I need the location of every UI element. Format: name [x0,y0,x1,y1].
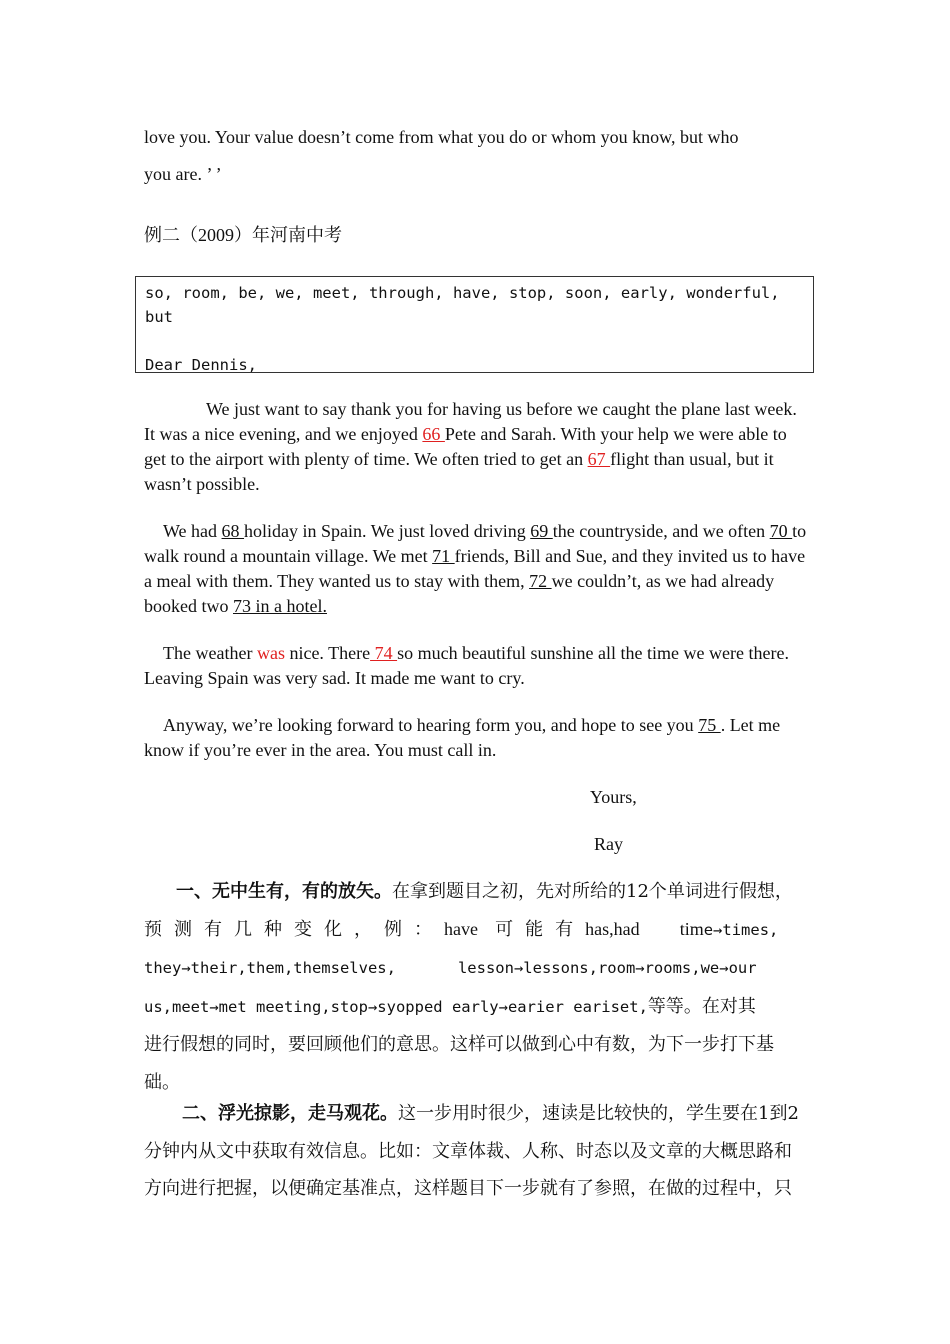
method-1-text: 在拿到题目之初，先对所给的12个单词进行假想， [392,881,793,902]
letter-text: holiday in Spain. We just loved driving [244,521,531,541]
letter-closing: Yours, [590,787,637,807]
method-1-text: 预测有几种变化，例： [144,918,444,940]
blank-72: 72 [529,571,552,591]
highlight-was: was [256,643,285,663]
method-2-line-3: 方向进行把握，以便确定基准点，这样题目下一步就有了参照，在做的过程中，只 [144,1178,792,1199]
method-1-line-6: 础。 [144,1071,180,1093]
method-1-text: lesson→lessons,room→rooms,we→our [457,959,757,977]
letter-text: The weather [163,643,257,663]
method-1-text: 可能有 [495,918,586,940]
method-1-text: e→times, [703,920,779,939]
letter-text: the countryside, and we often [552,521,770,541]
method-2-line-2: 分钟内从文中获取有效信息。比如：文章体裁、人称、时态以及文章的大概思路和 [144,1140,792,1162]
method-1-text: they→their,them,themselves, [144,959,396,977]
word-bank-line-1: so, room, be, we, meet, through, have, stop, soon, early, wonderful, [145,284,780,302]
intro-paragraph [144,119,810,193]
letter-text: . Let me know if you’re ever in the area. You must call in. [144,715,781,760]
letter-paragraph-1 [144,397,810,497]
letter-paragraph-2 [144,519,810,619]
salutation: Dear Dennis, [145,356,257,374]
word-bank-text [136,277,805,377]
method-2-line-1 [144,1095,810,1133]
blank-66: 66 [422,424,445,444]
blank-70: 70 [769,521,793,541]
method-1-text: tim [679,918,704,939]
letter-text: We had [163,521,222,541]
method-1-line-5: 进行假想的同时，要回顾他们的意思。这样可以做到心中有数，为下一步打下基 [144,1034,774,1055]
letter-text: friends, Bill and Sue, and they invited us to have a meal with them. They wanted us to stay with them, [144,546,806,591]
letter-paragraph-4 [144,713,810,763]
letter-text: Pete and Sarah. With your help we were able to get to the airport with plenty of time. We often tried to get an [144,424,787,469]
method-2-title: 二、浮光掠影，走马观花。 [182,1103,398,1124]
word-bank-line-2: but [145,308,173,326]
blank-74: 74 [370,643,398,663]
blank-75: 75 [698,715,721,735]
letter-signature: Ray [594,834,623,854]
method-1-line-3 [144,949,810,988]
blank-71: 71 [432,546,455,566]
blank-73: 73 in a hotel. [233,596,327,616]
method-2-section [144,1095,810,1208]
letter-text: flight than usual, but it wasn’t possible. [144,449,774,494]
method-1-text: 等等。在对其 [647,995,756,1017]
letter-text: we couldn’t, as we had already booked two [144,571,775,616]
method-1-text: has,had [585,918,640,939]
method-2-text: 这一步用时很少，速读是比较快的，学生要在1到2 [398,1103,799,1124]
method-1-text: have [444,918,478,939]
letter-text: nice. There [284,643,371,663]
method-1-line-1 [144,873,810,911]
intro-line-2: you are. ’ ’ [144,164,222,184]
blank-69: 69 [530,521,553,541]
example-heading: 例二（2009）年河南中考 [144,225,342,245]
letter-text: Anyway, we’re looking forward to hearing form you, and hope to see you [163,715,699,735]
letter-paragraph-3 [144,641,810,691]
letter-text: so much beautiful sunshine all the time we were there. Leaving Spain was very sad. It made me want to cry. [144,643,789,688]
blank-68: 68 [221,521,245,541]
intro-line-1: love you. Your value doesn’t come from what you do or whom you know, but who [144,127,739,147]
method-1-line-2 [144,911,810,950]
letter-text: We just want to say thank you for having us before we caught the plane last week. It was a nice evening, and we enjoyed [144,399,797,444]
method-1-text: us,meet→met meeting,stop→syopped early→earier eariset, [144,997,648,1016]
blank-67: 67 [587,449,611,469]
method-1-line-4 [144,988,810,1027]
method-1-title: 一、无中生有，有的放矢。 [176,881,392,902]
method-1-section [144,873,810,1101]
letter-text: to walk round a mountain village. We met [144,521,807,566]
word-bank-box [135,276,814,373]
